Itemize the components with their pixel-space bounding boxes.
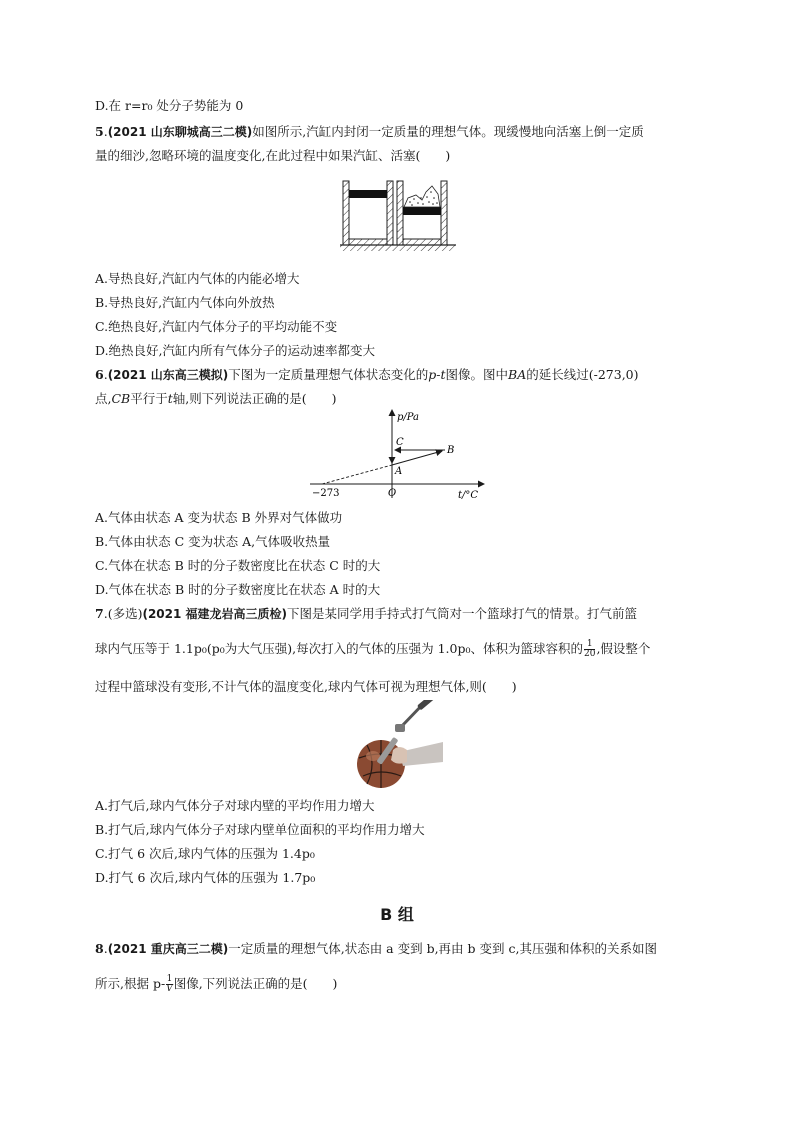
q8-number: 8 — [95, 941, 104, 956]
origin-label: O — [388, 488, 397, 499]
q7-stem-line-2 — [95, 640, 650, 659]
q5-number: 5 — [95, 124, 104, 139]
q6-stem-text-2b: 平行于 — [130, 391, 168, 406]
q7-fraction — [584, 640, 595, 659]
q8-frac-num: 1 — [166, 974, 173, 984]
q8-source: (2021 重庆高三二模) — [107, 942, 229, 956]
q6-stem-line-2 — [95, 390, 337, 408]
q7-frac-num: 1 — [586, 639, 593, 649]
ab-line — [392, 451, 442, 465]
q7-frac-den: 20 — [583, 649, 596, 659]
q8-stem-line-2 — [95, 975, 337, 994]
q7-basketball-pump-photo — [355, 700, 443, 790]
q6-source: (2021 山东高三模拟) — [107, 368, 229, 382]
q6-option-d: D.气体在状态 B 时的分子数密度比在状态 A 时的大 — [95, 582, 381, 597]
point-a-label: A — [395, 466, 403, 477]
q5-option-a: A.导热良好,汽缸内气体的内能必增大 — [95, 271, 300, 286]
q5-stem-text-1: 如图所示,汽缸内封闭一定质量的理想气体。现缓慢地向活塞上倒一定质 — [252, 124, 644, 139]
q7-multi-tag: (多选) — [107, 606, 143, 621]
q8-stem-text-2b: 图像,下列说法正确的是( ) — [173, 976, 338, 991]
q6-t-symbol: t — [167, 391, 173, 406]
q7-stem-text-2b: ,假设整个 — [596, 641, 651, 656]
q5-cylinders-figure — [338, 178, 458, 254]
q8-frac-den: V — [166, 984, 173, 994]
q7-source: (2021 福建龙岩高三质检) — [142, 607, 287, 621]
q6-pt-graph — [308, 408, 488, 500]
group-b-heading: B 组 — [380, 905, 414, 924]
q8-stem-text-1: 一定质量的理想气体,状态由 a 变到 b,再由 b 变到 c,其压强和体积的关系如图 — [228, 941, 657, 956]
q8-stem-text-2a: 所示,根据 p- — [95, 976, 166, 991]
q5-stem-line-2: 量的细沙,忽略环境的温度变化,在此过程中如果汽缸、活塞( ) — [95, 148, 451, 163]
t-axis-label: t/°C — [458, 490, 479, 500]
q6-option-b: B.气体由状态 C 变为状态 A,气体吸收热量 — [95, 534, 331, 549]
q7-option-c: C.打气 6 次后,球内气体的压强为 1.4p₀ — [95, 846, 315, 861]
q7-stem-line-3: 过程中篮球没有变形,不计气体的温度变化,球内气体可视为理想气体,则( ) — [95, 679, 517, 694]
p-axis-label: p/Pa — [397, 412, 420, 423]
q6-ba-symbol: BA — [508, 367, 527, 382]
q5-option-d: D.绝热良好,汽缸内所有气体分子的运动速率都变大 — [95, 343, 376, 358]
q6-option-c: C.气体在状态 B 时的分子数密度比在状态 C 时的大 — [95, 558, 381, 573]
q7-option-d: D.打气 6 次后,球内气体的压强为 1.7p₀ — [95, 870, 316, 885]
q6-stem-text-1c: 的延长线过(-273,0) — [526, 367, 639, 382]
q8-stem-line-1: 8.(2021 重庆高三二模)一定质量的理想气体,状态由 a 变到 b,再由 b 变到 c,其压强和体积的关系如图 — [95, 941, 657, 956]
q7-option-a: A.打气后,球内气体分子对球内壁的平均作用力增大 — [95, 798, 375, 813]
ba-extension-line — [322, 465, 392, 484]
q5-source: (2021 山东聊城高三二模) — [107, 125, 253, 139]
q5-option-b: B.导热良好,汽缸内气体向外放热 — [95, 295, 275, 310]
q7-stem-line-1: 7.(多选)(2021 福建龙岩高三质检)下图是某同学用手持式打气筒对一个篮球打气的情景。打气前篮 — [95, 606, 638, 621]
q7-stem-text-2a: 球内气压等于 1.1p₀(p₀为大气压强),每次打入的气体的压强为 1.0p₀、体积为篮球容积的 — [95, 641, 583, 656]
q7-number: 7 — [95, 606, 104, 621]
right-cylinder — [397, 181, 447, 245]
q6-stem-line-1: 6.(2021 山东高三模拟)下图为一定质量理想气体状态变化的p-t图像。图中BA的延长线过(-273,0) — [95, 367, 639, 382]
neg-273-label: −273 — [312, 488, 340, 499]
q8-fraction — [166, 975, 173, 994]
q6-stem-text-2c: 轴,则下列说法正确的是( ) — [172, 391, 337, 406]
point-c-label: C — [396, 437, 404, 448]
q6-option-a: A.气体由状态 A 变为状态 B 外界对气体做功 — [95, 510, 343, 525]
q6-pt-symbol: p-t — [428, 367, 446, 382]
q6-stem-text-1b: 图像。图中 — [445, 367, 509, 382]
q7-option-b: B.打气后,球内气体分子对球内壁单位面积的平均作用力增大 — [95, 822, 425, 837]
q6-stem-text-2a: 点, — [95, 391, 112, 406]
q4-option-d: D.在 r=r₀ 处分子势能为 0 — [95, 98, 244, 113]
point-b-label: B — [447, 445, 455, 456]
q5-stem-line-1: 5.(2021 山东聊城高三二模)如图所示,汽缸内封闭一定质量的理想气体。现缓慢地向活塞上倒一定质 — [95, 124, 644, 139]
q6-cb-symbol: CB — [111, 391, 131, 406]
q6-stem-text-1a: 下图为一定质量理想气体状态变化的 — [228, 367, 429, 382]
q5-option-c: C.绝热良好,汽缸内气体分子的平均动能不变 — [95, 319, 338, 334]
q6-number: 6 — [95, 367, 104, 382]
left-cylinder — [343, 181, 393, 245]
q7-stem-text-1: 下图是某同学用手持式打气筒对一个篮球打气的情景。打气前篮 — [287, 606, 638, 621]
